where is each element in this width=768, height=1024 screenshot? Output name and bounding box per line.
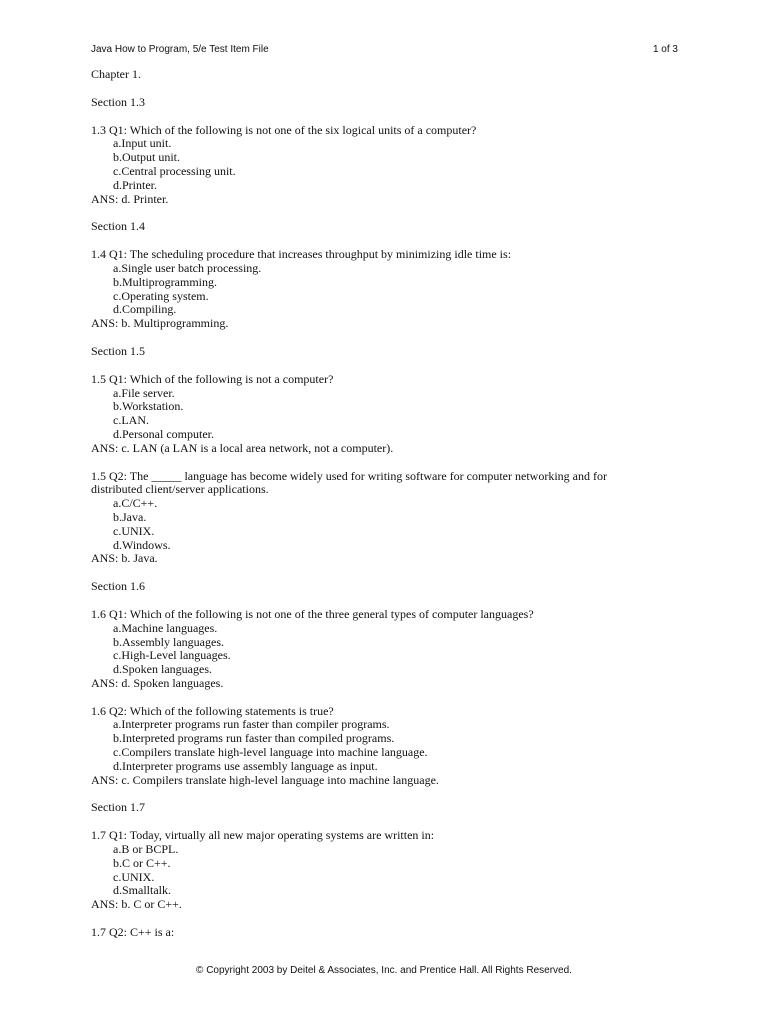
copyright-footer: © Copyright 2003 by Deitel & Associates, Inc. and Prentice Hall. All Rights Reserved. <box>196 965 572 976</box>
answer-option: c.LAN. <box>113 413 149 428</box>
answer-option: d.Interpreter programs use assembly language as input. <box>113 758 378 773</box>
answer-option: a.B or BCPL. <box>113 842 179 857</box>
answer-option: c.Central processing unit. <box>113 163 236 178</box>
answer-option: c.Compilers translate high-level language into machine language. <box>113 745 428 760</box>
document-title: Java How to Program, 5/e Test Item File <box>91 44 269 55</box>
question-block <box>91 124 691 207</box>
section-heading: Section 1.3 <box>91 94 145 109</box>
answer-option: b.Multiprogramming. <box>113 274 217 289</box>
section-heading: Section 1.7 <box>91 800 145 815</box>
question-block <box>91 926 691 940</box>
question-block <box>91 705 691 788</box>
question-text: 1.7 Q2: C++ is a: <box>91 925 175 940</box>
answer-key: ANS: b. Multiprogramming. <box>91 316 229 331</box>
section-heading: Section 1.6 <box>91 579 145 594</box>
answer-option: d.Windows. <box>113 537 171 552</box>
answer-key: ANS: b. Java. <box>91 551 158 566</box>
answer-option: d.Printer. <box>113 177 157 192</box>
question-text: 1.5 Q1: Which of the following is not a computer? <box>91 371 334 386</box>
answer-option: d.Smalltalk. <box>113 883 171 898</box>
answer-key: ANS: b. C or C++. <box>91 897 182 912</box>
answer-option: c.High-Level languages. <box>113 648 231 663</box>
question-text: 1.6 Q1: Which of the following is not one of the three general types of computer languages? <box>91 606 534 621</box>
answer-option: c.Operating system. <box>113 288 209 303</box>
question-block <box>91 373 691 456</box>
answer-option: b.Assembly languages. <box>113 634 224 649</box>
answer-option: a.Input unit. <box>113 136 172 151</box>
question-text: 1.3 Q1: Which of the following is not one of the six logical units of a computer? <box>91 122 477 137</box>
answer-option: c.UNIX. <box>113 523 155 538</box>
document-body <box>91 68 691 940</box>
question-block <box>91 608 691 691</box>
answer-option: b.C or C++. <box>113 855 171 870</box>
answer-option: b.Java. <box>113 509 147 524</box>
question-block <box>91 829 691 912</box>
section-heading: Section 1.5 <box>91 343 145 358</box>
answer-option: a.Single user batch processing. <box>113 260 262 275</box>
answer-option: a.C/C++. <box>113 496 158 511</box>
answer-option: c.UNIX. <box>113 869 155 884</box>
answer-option: a.Interpreter programs run faster than compiler programs. <box>113 717 390 732</box>
answer-option: b.Interpreted programs run faster than compiled programs. <box>113 731 395 746</box>
question-block <box>91 248 691 331</box>
question-text: 1.7 Q1: Today, virtually all new major operating systems are written in: <box>91 828 435 843</box>
answer-key: ANS: d. Printer. <box>91 191 169 206</box>
question-block <box>91 470 691 567</box>
page-number: 1 of 3 <box>652 44 678 55</box>
question-text-continued: distributed client/server applications. <box>91 482 269 497</box>
answer-option: b.Output unit. <box>113 150 181 165</box>
question-text: 1.4 Q1: The scheduling procedure that increases throughput by minimizing idle time is: <box>91 247 512 262</box>
section-heading: Section 1.4 <box>91 219 145 234</box>
answer-option: a.Machine languages. <box>113 620 218 635</box>
answer-option: d.Personal computer. <box>113 426 214 441</box>
answer-key: ANS: c. LAN (a LAN is a local area network, not a computer). <box>91 440 394 455</box>
answer-option: b.Workstation. <box>113 399 184 414</box>
answer-key: ANS: c. Compilers translate high-level language into machine language. <box>91 772 439 787</box>
answer-key: ANS: d. Spoken languages. <box>91 675 224 690</box>
answer-option: d.Spoken languages. <box>113 662 212 677</box>
chapter-heading: Chapter 1. <box>91 67 141 81</box>
answer-option: d.Compiling. <box>113 302 177 317</box>
question-text: 1.5 Q2: The _____ language has become widely used for writing software for computer networking and for <box>91 468 607 483</box>
question-text: 1.6 Q2: Which of the following statements is true? <box>91 703 334 718</box>
answer-option: a.File server. <box>113 385 175 400</box>
